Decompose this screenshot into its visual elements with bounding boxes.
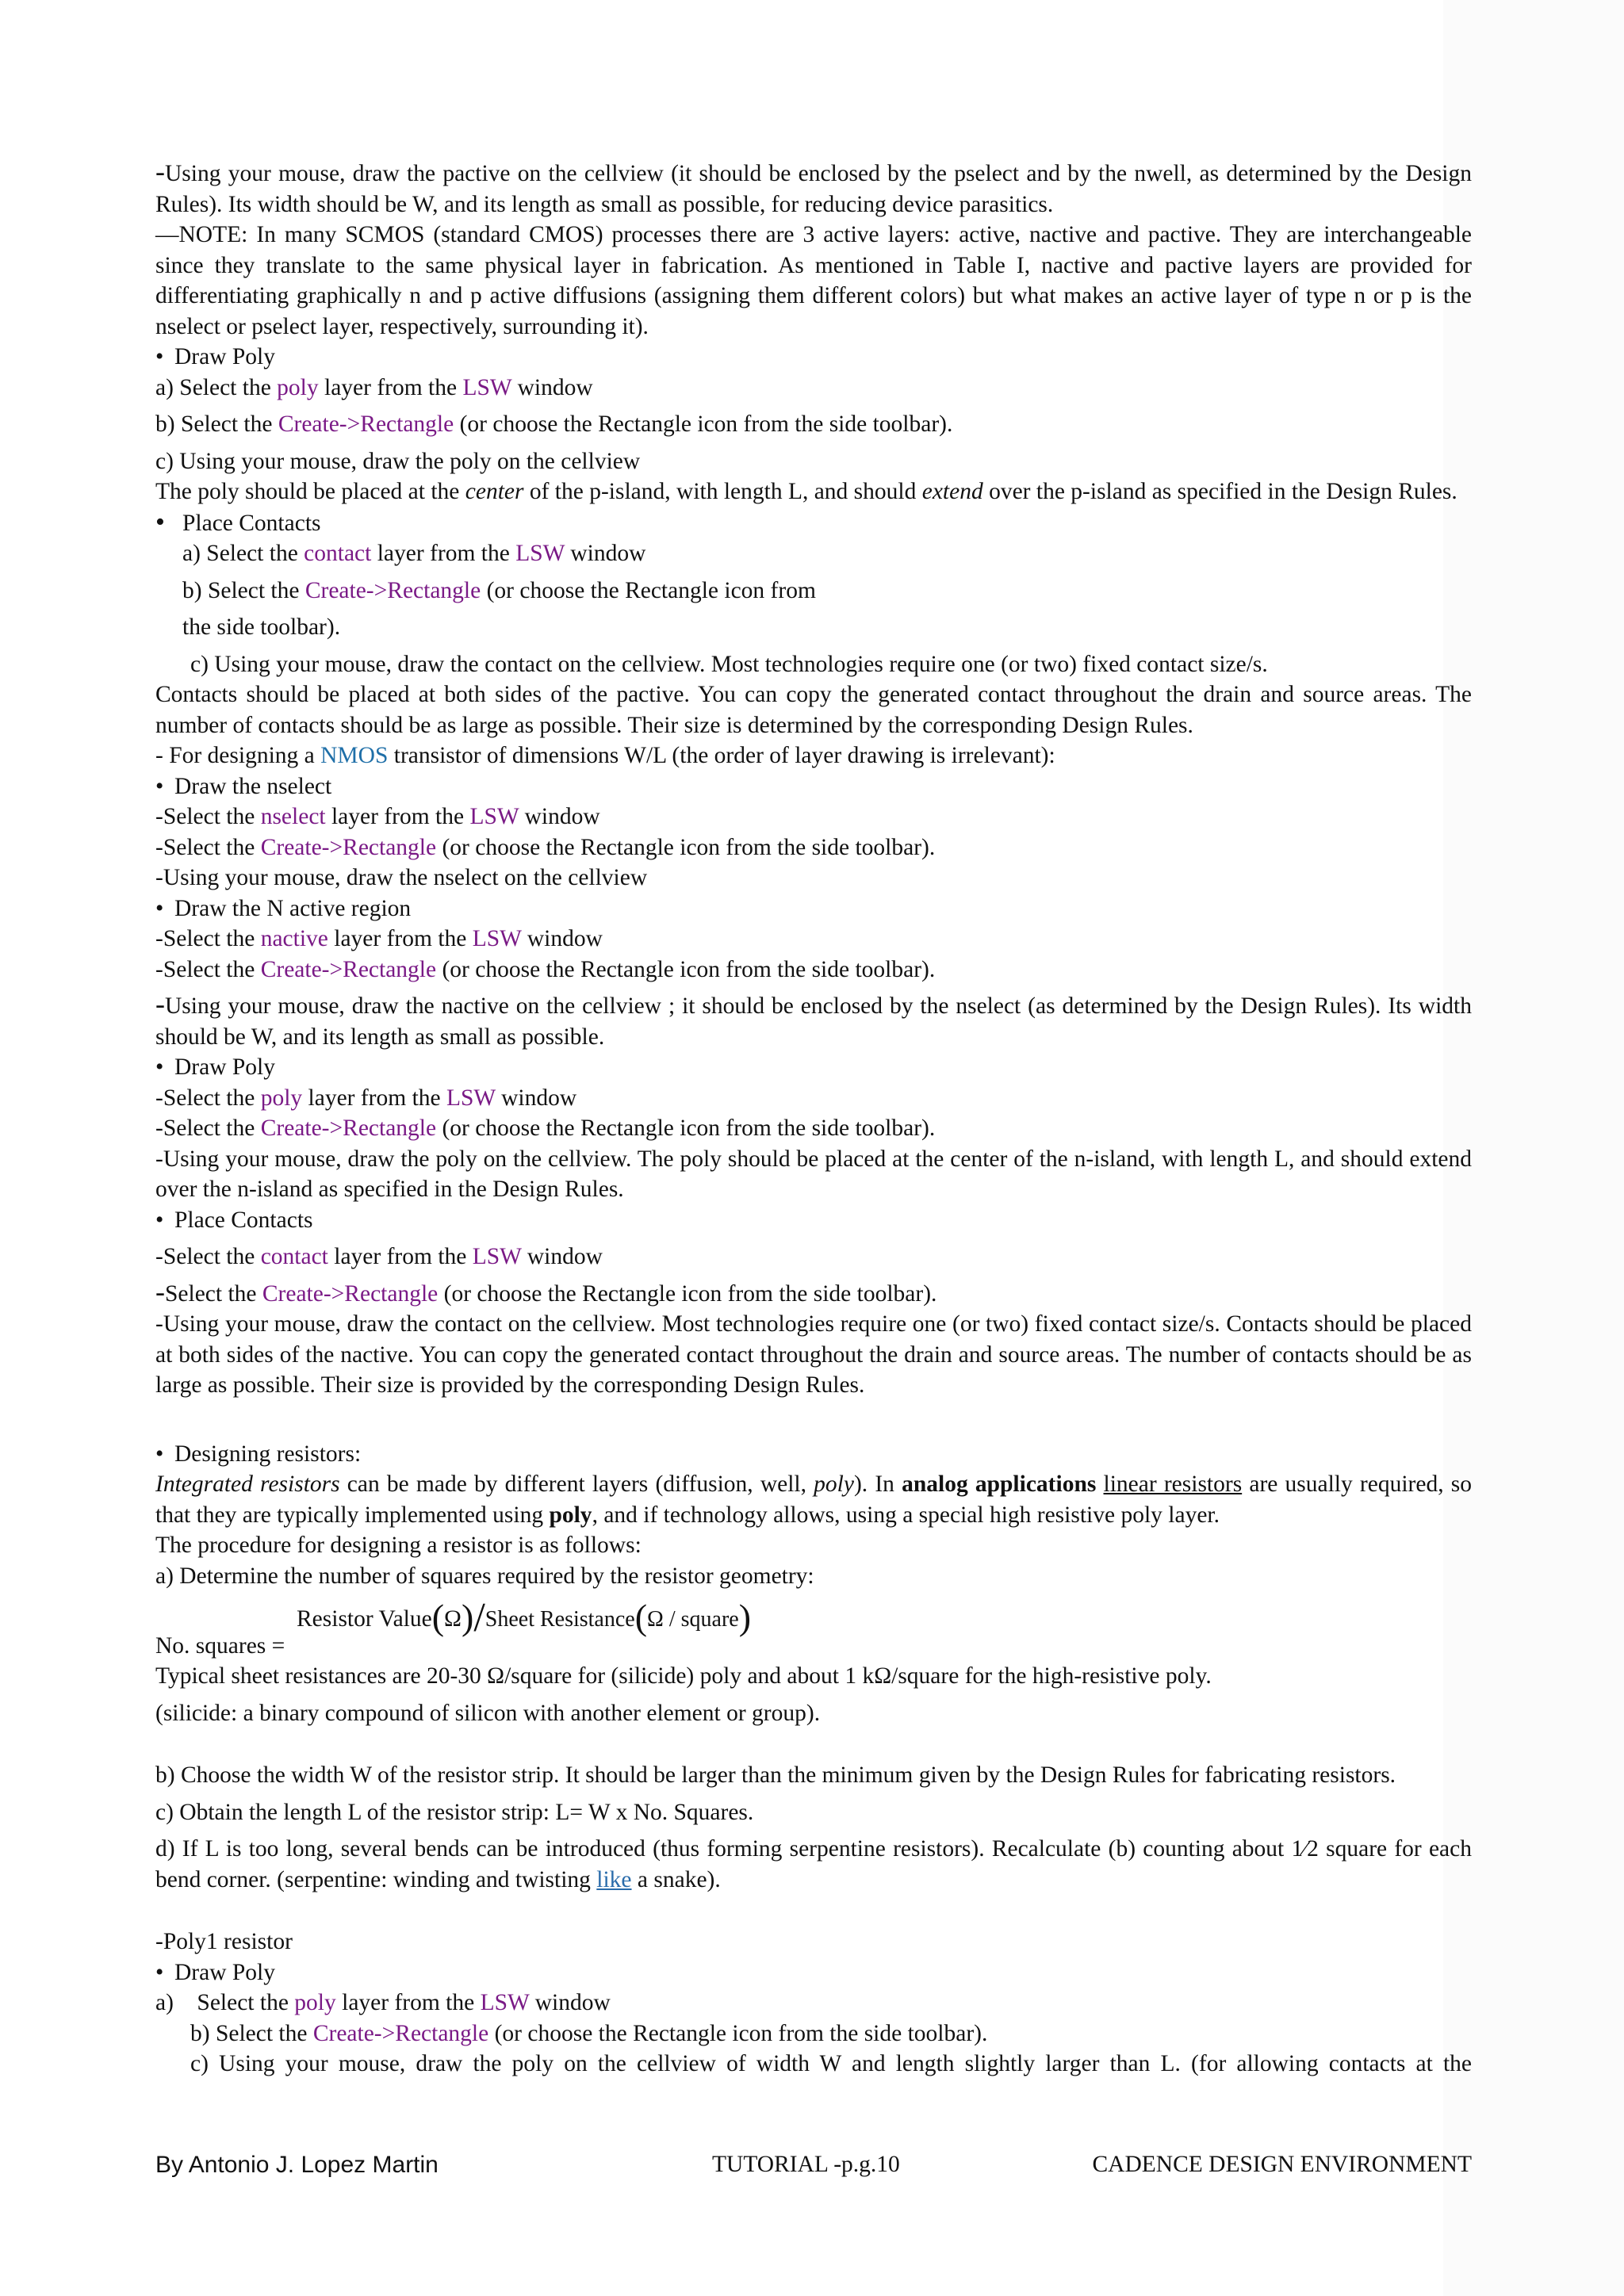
text: Draw Poly	[174, 344, 276, 369]
step-select-poly	[155, 1988, 1472, 2019]
text: Select the	[165, 1280, 262, 1307]
division-slash: /	[473, 1595, 485, 1640]
layer-name-poly: poly	[277, 374, 319, 400]
text: b) Select the	[155, 411, 278, 437]
text: -Using your mouse, draw the contact on the cellview. Most technologies require one (or two) fixed contact size/s. Contacts should be placed at both sides of the nactive. You can copy the generated contact throughout the drain and source areas. The number of contacts should be as large as possible. Their size is provided by the corresponding Design Rules.	[155, 1311, 1472, 1398]
step-obtain-length	[155, 1797, 1472, 1828]
layer-name-contact: contact	[304, 541, 372, 566]
text: Typical sheet resistances are 20-30 Ω/square for (silicide) poly and about 1 kΩ/square for the high-resistive poly.	[155, 1663, 1212, 1689]
text: a) Select the	[155, 374, 278, 400]
step-select-poly	[155, 373, 1472, 404]
dash-mark: -	[155, 988, 165, 1020]
text: d) If L is too long, several bends can be introduced (thus forming serpentine resistors). Recalculate (b) counting about 1⁄2 square for each bend corner. (serpentine: winding and twisting	[155, 1836, 1472, 1892]
lsw-name: LSW	[472, 1244, 522, 1269]
step-draw-nselect	[155, 863, 1472, 894]
text: transistor of dimensions W/L (the order of layer drawing is irrelevant):	[388, 743, 1055, 768]
text: Using your mouse, draw the pactive on the cellview (it should be enclosed by the pselect and by the nwell, as determined by the Design Rules). Its width should be W, and its length as small as possible, for reducing device parasitics.	[155, 161, 1472, 217]
text: window	[521, 1244, 603, 1269]
text: (or choose the Rectangle icon from the side toolbar).	[436, 956, 936, 982]
text: -Using your mouse, draw the nselect on the cellview	[155, 865, 648, 890]
menu-create-rectangle: Create->Rectangle	[260, 956, 437, 982]
text: window	[529, 1990, 611, 2015]
text: layer from the	[371, 541, 516, 566]
menu-create-rectangle: Create->Rectangle	[262, 1280, 439, 1307]
paragraph-sheet-resistance	[155, 1661, 1472, 1692]
text: window	[519, 804, 600, 829]
heading-poly1-resistor	[155, 1927, 1472, 1957]
step-draw-poly-resistor	[155, 2049, 1472, 2080]
formula-unit: Ω / square	[647, 1607, 739, 1632]
bullet-draw-poly	[155, 1052, 1472, 1083]
step-select-poly	[155, 1083, 1472, 1114]
text: Designing resistors:	[174, 1441, 362, 1467]
footer-section-title: CADENCE DESIGN ENVIRONMENT	[1092, 2152, 1472, 2177]
paren-close: )	[461, 1597, 474, 1637]
text-italic: poly	[814, 1471, 854, 1497]
text: (or choose the Rectangle icon from	[481, 577, 816, 603]
step-choose-width	[155, 1760, 1472, 1791]
step-create-rectangle	[155, 576, 1472, 607]
text: Draw the nselect	[174, 773, 332, 799]
text-italic: extend	[921, 479, 983, 504]
step-create-rectangle	[155, 1275, 1472, 1310]
lsw-name: LSW	[472, 926, 522, 951]
step-determine-squares	[155, 1561, 1472, 1592]
step-select-contact	[155, 538, 1472, 569]
footer-page-number: TUTORIAL -p.g.10	[712, 2152, 900, 2177]
text: (or choose the Rectangle icon from the side toolbar).	[436, 834, 936, 860]
text: a snake).	[631, 1866, 721, 1892]
text: a) Select the	[155, 1990, 295, 2015]
text: b) Choose the width W of the resistor strip. It should be larger than the minimum given by the Design Rules for fabricating resistors.	[155, 1762, 1396, 1788]
step-select-nactive	[155, 924, 1472, 955]
text: - For designing a	[155, 743, 321, 768]
paragraph-contacts	[155, 679, 1472, 740]
text: The poly should be placed at the	[155, 479, 465, 504]
text: -Select the	[155, 1115, 261, 1141]
text: can be made by different layers (diffusion, well,	[339, 1471, 814, 1497]
step-continuation	[155, 612, 1472, 643]
paragraph-draw-poly-n	[155, 1144, 1472, 1205]
text-italic: Integrated resistors	[155, 1471, 340, 1497]
text	[1096, 1471, 1103, 1497]
text: -Select the	[155, 1085, 261, 1111]
text-bold: poly	[549, 1502, 592, 1528]
text: window	[564, 541, 646, 566]
step-draw-contact	[155, 649, 1472, 680]
text: a) Determine the number of squares required by the resistor geometry:	[155, 1563, 814, 1589]
document-body	[155, 155, 1472, 2080]
step-select-contact	[155, 1242, 1472, 1272]
text: -Using your mouse, draw the poly on the cellview. The poly should be placed at the center of the n-island, with length L, and should extend over the n-island as specified in the Design Rules.	[155, 1146, 1472, 1202]
paragraph-note	[155, 220, 1472, 342]
text: of the p-island, with length L, and should	[523, 479, 922, 504]
text: over the p-island as specified in the Design Rules.	[982, 479, 1457, 504]
text: b) Select the	[182, 577, 305, 603]
text: -Poly1 resistor	[155, 1929, 293, 1954]
text: Using your mouse, draw the nactive on the cellview ; it should be enclosed by the nselect (as determined by the Design Rules). Its width should be W, and its length as small as possible.	[155, 993, 1472, 1050]
layer-name-poly: poly	[260, 1085, 303, 1111]
text: (or choose the Rectangle icon from the side toolbar).	[438, 1280, 937, 1307]
step-select-nselect	[155, 802, 1472, 832]
bullet-draw-poly	[155, 342, 1472, 373]
text: layer from the	[327, 1244, 473, 1269]
bullet-place-contacts	[155, 1205, 1472, 1236]
layer-name-contact: contact	[260, 1244, 328, 1269]
text: The procedure for designing a resistor is as follows:	[155, 1533, 642, 1558]
text: layer from the	[302, 1085, 446, 1111]
text: Draw Poly	[174, 1054, 276, 1080]
dash-mark: -	[155, 1275, 165, 1307]
text: b) Select the	[190, 2020, 313, 2046]
step-create-rectangle	[155, 955, 1472, 985]
text: layer from the	[325, 804, 470, 829]
formula-unit: Ω	[444, 1606, 462, 1632]
lsw-name: LSW	[446, 1085, 496, 1111]
text: No. squares =	[155, 1632, 285, 1659]
text: (silicide: a binary compound of silicon with another element or group).	[155, 1700, 821, 1726]
menu-create-rectangle: Create->Rectangle	[260, 834, 437, 860]
text: Draw the N active region	[174, 895, 412, 921]
text: -Select the	[155, 926, 261, 951]
paren-open: (	[431, 1597, 445, 1637]
paragraph-poly-placement	[155, 476, 1472, 507]
paren-close: )	[738, 1597, 752, 1637]
text: c) Using your mouse, draw the poly on the cellview of width W and length slightly larger than L. (for allowing contacts at the	[190, 2051, 1472, 2076]
menu-create-rectangle: Create->Rectangle	[312, 2020, 489, 2046]
paragraph-draw-nactive	[155, 988, 1472, 1052]
text: Place Contacts	[182, 510, 321, 536]
layer-name-poly: poly	[294, 1990, 336, 2015]
menu-create-rectangle: Create->Rectangle	[278, 411, 454, 437]
text: Draw Poly	[174, 1959, 276, 1985]
step-create-rectangle	[155, 409, 1472, 440]
paren-open: (	[634, 1597, 648, 1637]
text: c) Using your mouse, draw the contact on the cellview. Most technologies require one (or two) fixed contact size/s.	[190, 651, 1268, 677]
text: c) Using your mouse, draw the poly on the cellview	[155, 448, 641, 474]
paragraph-pactive	[155, 155, 1472, 220]
text: (or choose the Rectangle icon from the side toolbar).	[488, 2020, 988, 2046]
layer-name-nselect: nselect	[260, 804, 326, 829]
menu-create-rectangle: Create->Rectangle	[260, 1115, 437, 1141]
footer-author: By Antonio J. Lopez Martin	[155, 2152, 439, 2178]
text: window	[521, 926, 603, 951]
paragraph-draw-contact-n	[155, 1309, 1472, 1401]
text: c) Obtain the length L of the resistor strip: L= W x No. Squares.	[155, 1799, 754, 1825]
nmos-label: NMOS	[320, 743, 389, 768]
formula-denominator: Sheet Resistance	[485, 1607, 635, 1632]
text: Contacts should be placed at both sides of the pactive. You can copy the generated contact throughout the drain and source areas. The number of contacts should be as large as possible. Their size is determined by the corresponding Design Rules.	[155, 682, 1472, 738]
bullet-mark: •	[155, 507, 165, 537]
bullet-draw-poly	[155, 1957, 1472, 1988]
lsw-name: LSW	[480, 1990, 530, 2015]
lsw-name: LSW	[515, 541, 565, 566]
text-underline: linear resistors	[1103, 1471, 1243, 1497]
text: -Select the	[155, 834, 261, 860]
text: (or choose the Rectangle icon from the side toolbar).	[454, 411, 953, 437]
text: the side toolbar).	[182, 614, 341, 640]
bullet-draw-nselect	[155, 771, 1472, 802]
text: -Select the	[155, 956, 261, 982]
step-create-rectangle	[155, 2019, 1472, 2049]
step-serpentine	[155, 1834, 1472, 1895]
text: (or choose the Rectangle icon from the side toolbar).	[436, 1115, 936, 1141]
text: layer from the	[318, 374, 463, 400]
text: window	[511, 374, 593, 400]
step-draw-poly	[155, 446, 1472, 477]
text: Place Contacts	[174, 1207, 313, 1233]
bullet-place-contacts	[155, 507, 1472, 539]
layer-name-nactive: nactive	[260, 926, 328, 951]
text: a) Select the	[182, 541, 304, 566]
text: layer from the	[335, 1990, 481, 2015]
bullet-designing-resistors	[155, 1439, 1472, 1470]
text: -Select the	[155, 1244, 261, 1269]
text: window	[495, 1085, 577, 1111]
paragraph-silicide	[155, 1698, 1472, 1729]
text: NOTE: In many SCMOS (standard CMOS) processes there are 3 active layers: active, nactive and pactive. They are interchangeable since they translate to the same physical layer in fabrication. As mentioned in Table I, nactive and pactive layers are provided for differentiating graphically n and p active diffusions (assigning them different colors) but what makes an active layer of type n or p is the nselect or pselect layer, respectively, surrounding it).	[155, 222, 1472, 339]
step-create-rectangle	[155, 1113, 1472, 1144]
text: layer from the	[327, 926, 473, 951]
em-dash-mark: —	[155, 222, 179, 247]
lsw-name: LSW	[462, 374, 512, 400]
paragraph-integrated-resistors	[155, 1469, 1472, 1530]
lsw-name: LSW	[469, 804, 519, 829]
text: are usually required, so that they are typically implemented using	[155, 1471, 1472, 1528]
menu-create-rectangle: Create->Rectangle	[304, 577, 481, 603]
text: -Select the	[155, 804, 261, 829]
dash-mark: -	[155, 155, 165, 187]
text: , and if technology allows, using a special high resistive poly layer.	[592, 1502, 1220, 1528]
hyperlink-like[interactable]: like	[596, 1866, 632, 1892]
page-footer	[155, 2152, 1472, 2183]
bullet-draw-n-active	[155, 894, 1472, 924]
text-bold: analog applications	[902, 1471, 1097, 1497]
text-italic: center	[465, 479, 524, 504]
formula-numerator: Resistor Value	[297, 1606, 432, 1632]
heading-nmos	[155, 740, 1472, 771]
step-create-rectangle	[155, 832, 1472, 863]
text: ). In	[853, 1471, 902, 1497]
paragraph-procedure	[155, 1530, 1472, 1561]
